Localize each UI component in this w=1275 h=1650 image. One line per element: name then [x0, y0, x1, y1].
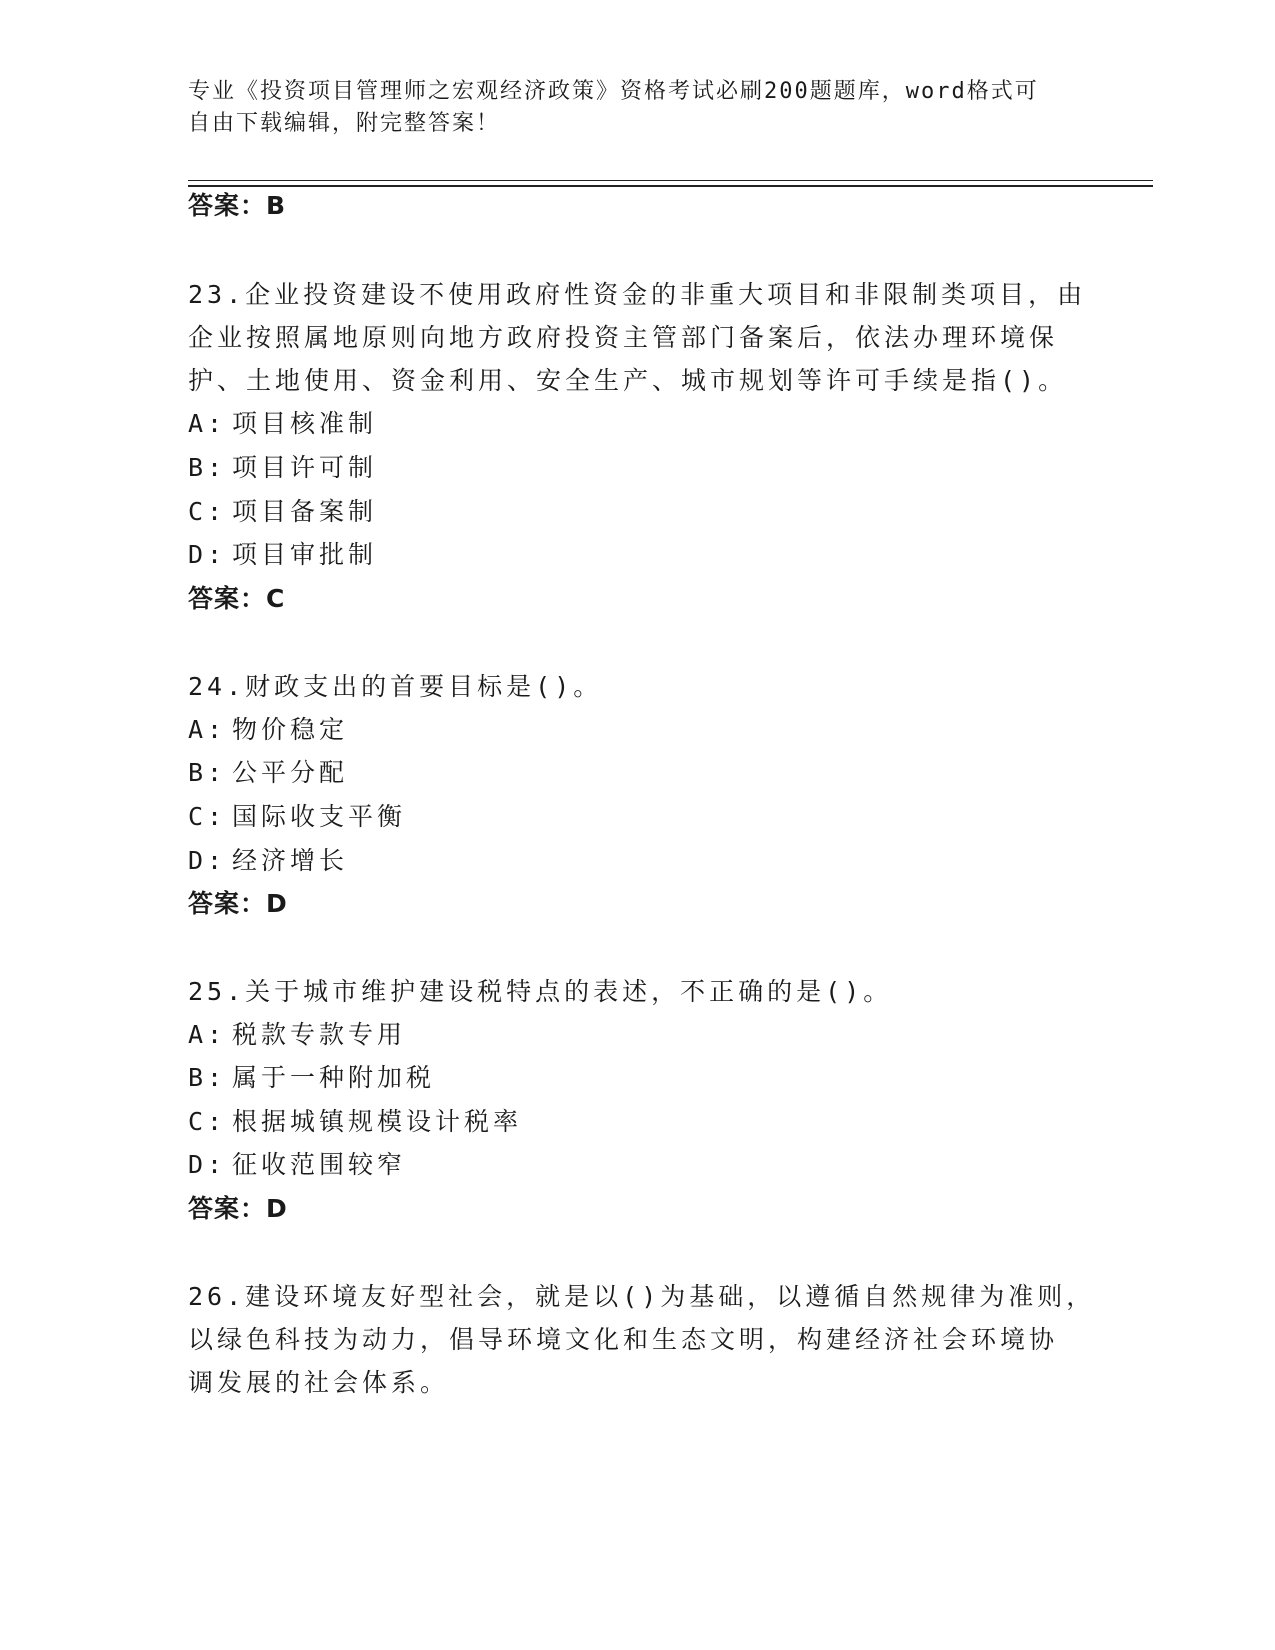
- option-text: 税款专款专用: [232, 1020, 407, 1049]
- option-label: D:: [188, 846, 227, 875]
- option-c: [188, 1102, 522, 1138]
- question-number: 23.: [188, 280, 246, 309]
- option-d: [188, 535, 377, 571]
- question-text: 财政支出的首要目标是()。: [245, 672, 603, 701]
- question-23-answer: 答案：C: [188, 584, 286, 613]
- option-label: D:: [188, 1150, 227, 1179]
- question-text: 关于城市维护建设税特点的表述，不正确的是()。: [245, 977, 893, 1006]
- option-label: B:: [188, 453, 227, 482]
- previous-answer: 答案：B: [188, 191, 287, 220]
- option-b: [188, 753, 348, 789]
- option-label: A:: [188, 1020, 227, 1049]
- option-c: [188, 492, 377, 528]
- option-text: 征收范围较窄: [232, 1150, 407, 1179]
- option-a: [188, 1015, 406, 1051]
- header-divider-thick: [188, 185, 1153, 187]
- question-26-line-2: 以绿色科技为动力，倡导环境文化和生态文明，构建经济社会环境协: [188, 1325, 1059, 1354]
- option-label: C:: [188, 1107, 227, 1136]
- option-label: D:: [188, 540, 227, 569]
- option-text: 国际收支平衡: [232, 802, 407, 831]
- option-label: A:: [188, 715, 227, 744]
- option-text: 属于一种附加税: [232, 1063, 436, 1092]
- question-number: 24.: [188, 672, 246, 701]
- header-line-1: 专业《投资项目管理师之宏观经济政策》资格考试必刷200题题库，word格式可: [188, 79, 1039, 104]
- option-c: [188, 797, 406, 833]
- option-text: 项目审批制: [232, 540, 378, 569]
- question-25-answer: 答案：D: [188, 1194, 288, 1223]
- question-text: 企业投资建设不使用政府性资金的非重大项目和非限制类项目，由: [245, 280, 1087, 309]
- option-b: [188, 448, 377, 484]
- question-26-line-3: 调发展的社会体系。: [188, 1368, 450, 1397]
- option-d: [188, 841, 348, 877]
- header-line-2: 自由下载编辑，附完整答案！: [188, 111, 501, 136]
- question-25-line-1: [188, 972, 892, 1008]
- option-label: B:: [188, 758, 227, 787]
- question-number: 25.: [188, 977, 246, 1006]
- option-label: B:: [188, 1063, 227, 1092]
- question-24-answer: 答案：D: [188, 889, 288, 918]
- option-text: 项目备案制: [232, 497, 378, 526]
- option-label: C:: [188, 497, 227, 526]
- question-26-line-1: [188, 1277, 1095, 1313]
- option-text: 根据城镇规模设计税率: [232, 1107, 523, 1136]
- option-text: 物价稳定: [232, 715, 349, 744]
- option-text: 项目许可制: [232, 453, 378, 482]
- document-header: [188, 76, 1068, 140]
- option-d: [188, 1145, 406, 1181]
- option-a: [188, 710, 348, 746]
- option-text: 项目核准制: [232, 409, 378, 438]
- header-divider-thin: [188, 180, 1153, 181]
- question-number: 26.: [188, 1282, 246, 1311]
- question-23-line-2: 企业按照属地原则向地方政府投资主管部门备案后，依法办理环境保: [188, 323, 1059, 352]
- question-23-line-3: 护、土地使用、资金利用、安全生产、城市规划等许可手续是指()。: [188, 366, 1068, 395]
- option-a: [188, 404, 377, 440]
- question-23-line-1: [188, 275, 1086, 311]
- option-text: 公平分配: [232, 758, 349, 787]
- option-label: C:: [188, 802, 227, 831]
- question-text: 建设环境友好型社会，就是以()为基础，以遵循自然规律为准则，: [245, 1282, 1096, 1311]
- option-label: A:: [188, 409, 227, 438]
- option-text: 经济增长: [232, 846, 349, 875]
- question-24-line-1: [188, 667, 602, 703]
- option-b: [188, 1058, 435, 1094]
